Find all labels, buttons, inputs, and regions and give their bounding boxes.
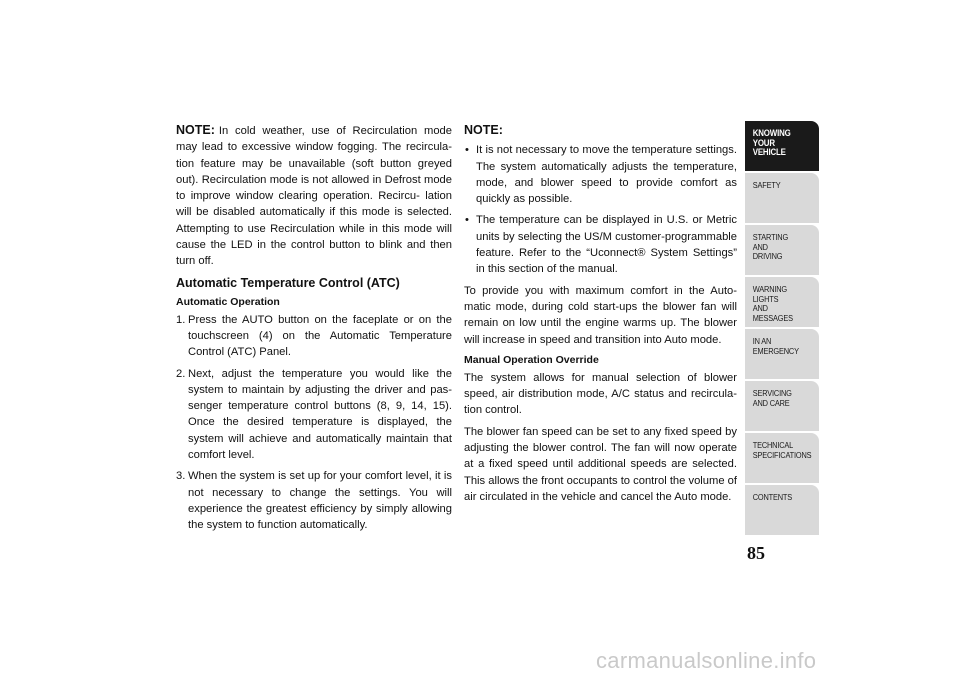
step-number: 1. bbox=[176, 313, 186, 326]
tab-label: CONTENTS bbox=[752, 492, 793, 502]
step-item bbox=[176, 468, 452, 533]
subsection-title-manual-override: Manual Operation Override bbox=[464, 353, 599, 366]
tab-label: IN AN EMERGENCY bbox=[752, 336, 799, 356]
bullet-item: • It is not necessary to move the temperature settings. The system automatically adjusts the temperature, mode, and blower speed to provide comfort as quickly as possible. bbox=[464, 142, 737, 207]
step-item bbox=[176, 366, 452, 464]
subsection-title-automatic-operation: Automatic Operation bbox=[176, 295, 280, 308]
left-column bbox=[176, 122, 452, 539]
step-number: 2. bbox=[176, 367, 186, 380]
recirculation-note bbox=[176, 122, 452, 270]
tab-warning-lights-and-messages[interactable] bbox=[745, 277, 819, 329]
steps-list bbox=[176, 312, 452, 534]
note-bullets bbox=[464, 142, 737, 277]
step-number: 3. bbox=[176, 470, 186, 483]
manual-selection-paragraph: The system allows for manual selection of blower speed, air distribution mode, A/C status and recircula- tion control. bbox=[464, 371, 737, 417]
note-heading: NOTE: bbox=[464, 123, 503, 137]
note-text: In cold weather, use of Recirculation mode may lead to excessive window fogging. The recircula- tion feature may be unavailable (soft button greyed out). Recirculation mode is not allowed in Defrost mode to improve window clearing operation. Recircu- lation will be disabled automatically if this mode is selected. Attempting to use Recirculation while in this mode will cause the LED in the control button to blink and then turn off. bbox=[176, 125, 452, 268]
tab-label: KNOWING YOUR VEHICLE bbox=[752, 128, 791, 157]
tab-label: WARNING LIGHTS AND MESSAGES bbox=[752, 284, 793, 323]
tab-servicing-and-care[interactable] bbox=[745, 381, 819, 433]
blower-speed-paragraph: The blower fan speed can be set to any fixed speed by adjusting the blower control. The fan will now operate at a fixed speed until additional speeds are selected. This allows the front occupants to control the volume of air circulated in the vehicle and cancel the Auto mode. bbox=[464, 425, 737, 503]
tab-in-an-emergency[interactable] bbox=[745, 329, 819, 381]
chapter-tabs bbox=[745, 121, 819, 537]
note-label: NOTE: bbox=[176, 123, 215, 137]
tab-label: STARTING AND DRIVING bbox=[752, 232, 789, 261]
tab-label: TECHNICAL SPECIFICATIONS bbox=[752, 440, 812, 460]
tab-contents[interactable] bbox=[745, 485, 819, 537]
right-column bbox=[464, 122, 737, 510]
step-item bbox=[176, 312, 452, 361]
tab-safety[interactable] bbox=[745, 173, 819, 225]
page-number: 85 bbox=[747, 543, 765, 563]
step-text: When the system is set up for your comfort level, it is not necessary to change the settings. You will experience the greatest efficiency by simply allowing the system to function automatically. bbox=[188, 470, 452, 532]
step-text: Next, adjust the temperature you would like the system to maintain by adjusting the driver and pas- senger temperature control buttons (8, 9, 14, 15). Once the desired temperature is displayed, the system will achieve and automatically maintain that comfort level. bbox=[188, 367, 452, 462]
step-text: Press the AUTO button on the faceplate or on the touchscreen (4) on the Automatic Temperature Control (ATC) Panel. bbox=[188, 313, 452, 359]
section-title: Automatic Temperature Control (ATC) bbox=[176, 275, 400, 290]
auto-mode-paragraph: To provide you with maximum comfort in the Auto- matic mode, during cold start-ups the blower fan will remain on low until the engine warms up. The blower will increase in speed and transition into Auto mode. bbox=[464, 284, 737, 346]
tab-knowing-your-vehicle[interactable] bbox=[745, 121, 819, 173]
tab-technical-specifications[interactable] bbox=[745, 433, 819, 485]
bullet-item: • The temperature can be displayed in U.S. or Metric units by selecting the US/M customer-programmable feature. Refer to the “Uconnect® System Settings” in this section of the manual. bbox=[464, 212, 737, 277]
tab-starting-and-driving[interactable] bbox=[745, 225, 819, 277]
tab-label: SAFETY bbox=[752, 180, 781, 190]
watermark: carmanualsonline.info bbox=[596, 648, 817, 673]
tab-label: SERVICING AND CARE bbox=[752, 388, 792, 408]
